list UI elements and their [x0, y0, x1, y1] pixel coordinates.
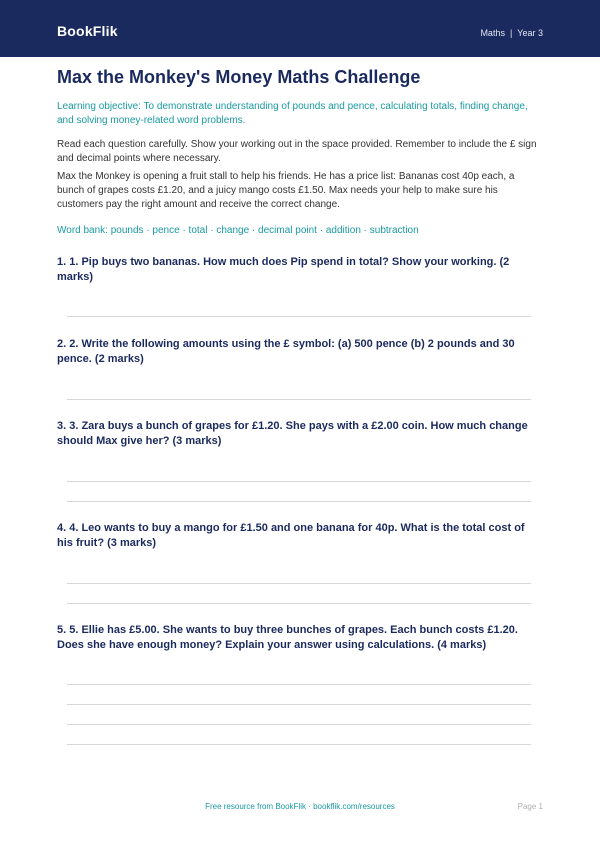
meta-separator: |	[509, 28, 513, 38]
question-2	[57, 337, 543, 367]
answer-line[interactable]	[67, 501, 531, 502]
page-number: Page 1	[517, 802, 543, 811]
question-5	[57, 623, 543, 653]
question-4	[57, 521, 543, 551]
answer-line[interactable]	[67, 583, 531, 584]
question-text: 5. 5. Ellie has £5.00. She wants to buy three bunches of grapes. Each bunch costs £1.20. Does she have enough money? Explain your answer using calculations. (4 marks)	[57, 624, 518, 651]
question-3	[57, 419, 543, 449]
footer-credit: Free resource from BookFlik · bookflik.com/resources	[205, 802, 395, 811]
brand-logo-text: BookFlik	[57, 23, 118, 39]
year-label: Year 3	[517, 28, 543, 38]
scenario-text: Max the Monkey is opening a fruit stall to help his friends. He has a price list: Bananas cost 40p each, a bunch of grapes costs £1.20, and a juicy mango costs £1.50. Max needs your help to make sure his customers pay the right amount and receive the correct change.	[57, 171, 515, 210]
answer-line[interactable]	[67, 724, 531, 725]
answer-line[interactable]	[67, 316, 531, 317]
answer-line[interactable]	[67, 399, 531, 400]
answer-line[interactable]	[67, 481, 531, 482]
answer-line[interactable]	[67, 744, 531, 745]
answer-line[interactable]	[67, 684, 531, 685]
instructions-text: Read each question carefully. Show your working out in the space provided. Remember to include the £ sign and decimal points where necessary.	[57, 139, 537, 164]
page-footer	[0, 802, 600, 816]
learning-objective: Learning objective: To demonstrate understanding of pounds and pence, calculating totals, finding change, and solving money-related word problems.	[57, 101, 528, 126]
question-text: 1. 1. Pip buys two bananas. How much does Pip spend in total? Show your working. (2 marks)	[57, 256, 510, 283]
question-text: 2. 2. Write the following amounts using the £ symbol: (a) 500 pence (b) 2 pounds and 30 pence. (2 marks)	[57, 338, 515, 365]
answer-line[interactable]	[67, 704, 531, 705]
header-meta	[480, 28, 543, 38]
page-title: Max the Monkey's Money Maths Challenge	[57, 67, 421, 87]
subject-label: Maths	[480, 28, 505, 38]
question-text: 3. 3. Zara buys a bunch of grapes for £1.20. She pays with a £2.00 coin. How much change should Max give her? (3 marks)	[57, 420, 528, 447]
answer-line[interactable]	[67, 603, 531, 604]
question-text: 4. 4. Leo wants to buy a mango for £1.50 and one banana for 40p. What is the total cost of his fruit? (3 marks)	[57, 522, 525, 549]
header-bar	[0, 0, 600, 57]
word-bank: Word bank: pounds · pence · total · change · decimal point · addition · subtraction	[57, 225, 419, 236]
question-1	[57, 255, 543, 285]
